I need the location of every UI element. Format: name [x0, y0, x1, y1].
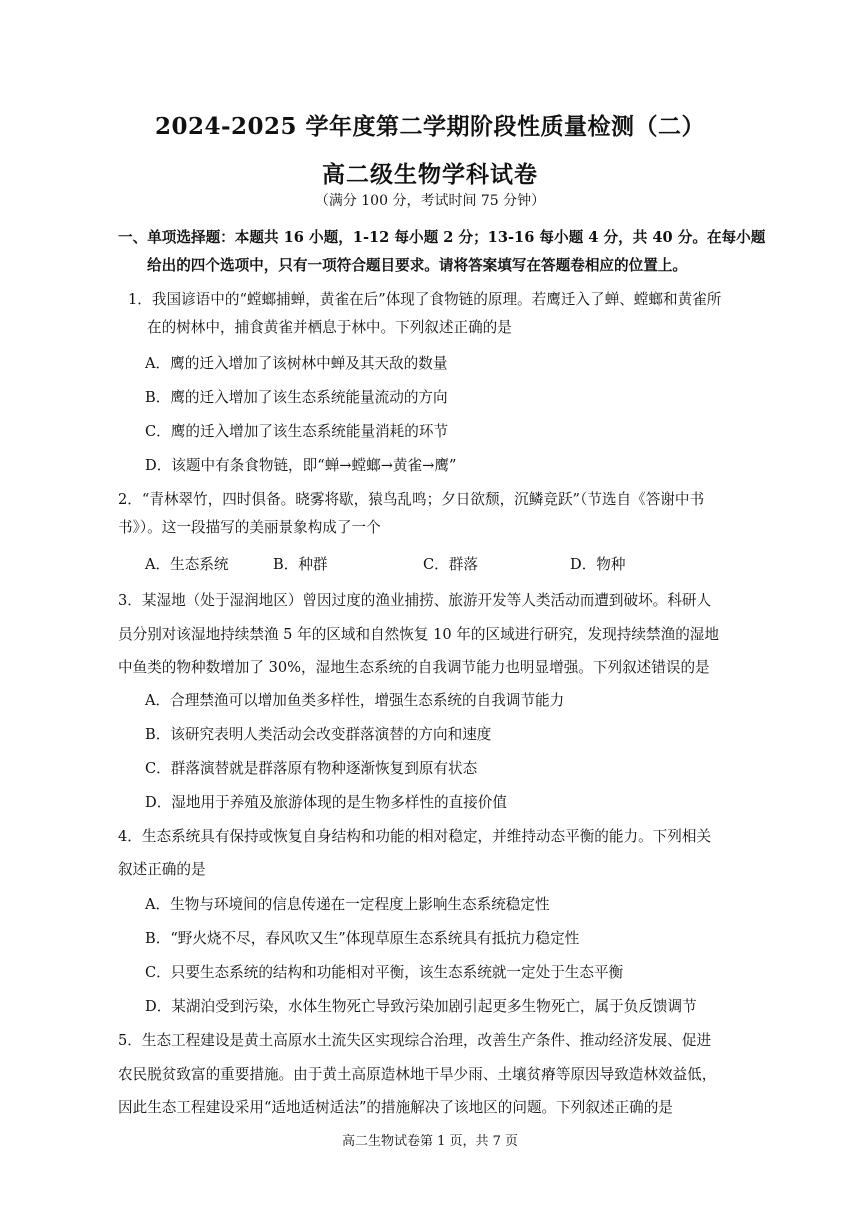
question-1-option-b: B．鹰的迁入增加了该生态系统能量流动的方向 [145, 389, 448, 406]
section-instructions-line-1: 一、单项选择题：本题共 16 小题，1-12 每小题 2 分；13-16 每小题 4 分，共 40 分。在每小题 [118, 229, 766, 246]
question-2-option-d: D．物种 [570, 556, 626, 573]
question-3-option-b: B．该研究表明人类活动会改变群落演替的方向和速度 [145, 726, 492, 743]
question-2-stem-line-1: 2．“青林翠竹，四时俱备。晓雾将歇，猿鸟乱鸣；夕日欲颓，沉鳞竞跃”（节选自《答谢中书 [118, 491, 705, 508]
question-1-stem-line-2: 在的树林中，捕食黄雀并栖息于林中。下列叙述正确的是 [147, 319, 512, 336]
question-3-stem-line-1: 3．某湿地（处于湿润地区）曾因过度的渔业捕捞、旅游开发等人类活动而遭到破坏。科研人 [118, 592, 712, 609]
exam-info: （满分 100 分，考试时间 75 分钟） [314, 193, 546, 209]
page-footer: 高二生物试卷第 1 页，共 7 页 [341, 1134, 519, 1149]
question-4-option-b: B．“野火烧不尽，春风吹又生”体现草原生态系统具有抵抗力稳定性 [145, 930, 580, 947]
section-instructions-line-2: 给出的四个选项中，只有一项符合题目要求。请将答案填写在答题卷相应的位置上。 [147, 257, 687, 274]
question-5-stem-line-3: 因此生态工程建设采用“适地适树适法”的措施解决了该地区的问题。下列叙述正确的是 [118, 1099, 673, 1116]
question-1-option-c: C．鹰的迁入增加了该生态系统能量消耗的环节 [145, 423, 449, 440]
question-2-option-b: B．种群 [273, 556, 328, 573]
question-3-stem-line-3: 中鱼类的物种数增加了 30%，湿地生态系统的自我调节能力也明显增强。下列叙述错误的是 [118, 659, 710, 676]
question-4-stem-line-2: 叙述正确的是 [118, 861, 206, 878]
question-3-option-c: C．群落演替就是群落原有物种逐渐恢复到原有状态 [145, 760, 478, 777]
question-2-stem-line-2: 书》）。这一段描写的美丽景象构成了一个 [118, 519, 381, 536]
question-4-stem-line-1: 4．生态系统具有保持或恢复自身结构和功能的相对稳定，并维持动态平衡的能力。下列相关 [118, 828, 712, 845]
exam-subject-title: 高二级生物学科试卷 [322, 161, 538, 188]
question-1-option-d: D．该题中有条食物链，即“蝉→螳螂→黄雀→鹰” [145, 457, 457, 474]
question-4-option-a: A．生物与环境间的信息传递在一定程度上影响生态系统稳定性 [145, 896, 550, 913]
question-3-option-a: A．合理禁渔可以增加鱼类多样性，增强生态系统的自我调节能力 [145, 692, 565, 709]
question-1-option-a: A．鹰的迁入增加了该树林中蝉及其天敌的数量 [145, 355, 448, 372]
question-5-stem-line-2: 农民脱贫致富的重要措施。由于黄土高原造林地干旱少雨、土壤贫瘠等原因导致造林效益低， [118, 1066, 717, 1083]
question-2-option-a: A．生态系统 [145, 556, 229, 573]
question-4-option-c: C．只要生态系统的结构和功能相对平衡，该生态系统就一定处于生态平衡 [145, 964, 624, 981]
exam-title: 2024-2025 学年度第二学期阶段性质量检测（二） [154, 113, 706, 140]
question-2-option-c: C．群落 [423, 556, 478, 573]
question-3-stem-line-2: 员分别对该湿地持续禁渔 5 年的区域和自然恢复 10 年的区域进行研究，发现持续禁渔的湿地 [118, 626, 719, 643]
question-4-option-d: D．某湖泊受到污染，水体生物死亡导致污染加剧引起更多生物死亡，属于负反馈调节 [145, 998, 697, 1015]
question-1-stem-line-1: 1．我国谚语中的“螳螂捕蝉，黄雀在后”体现了食物链的原理。若鹰迁入了蝉、螳螂和黄雀所 [128, 291, 722, 308]
question-5-stem-line-1: 5．生态工程建设是黄土高原水土流失区实现综合治理，改善生产条件、推动经济发展、促进 [118, 1032, 712, 1049]
question-3-option-d: D．湿地用于养殖及旅游体现的是生物多样性的直接价值 [145, 794, 507, 811]
